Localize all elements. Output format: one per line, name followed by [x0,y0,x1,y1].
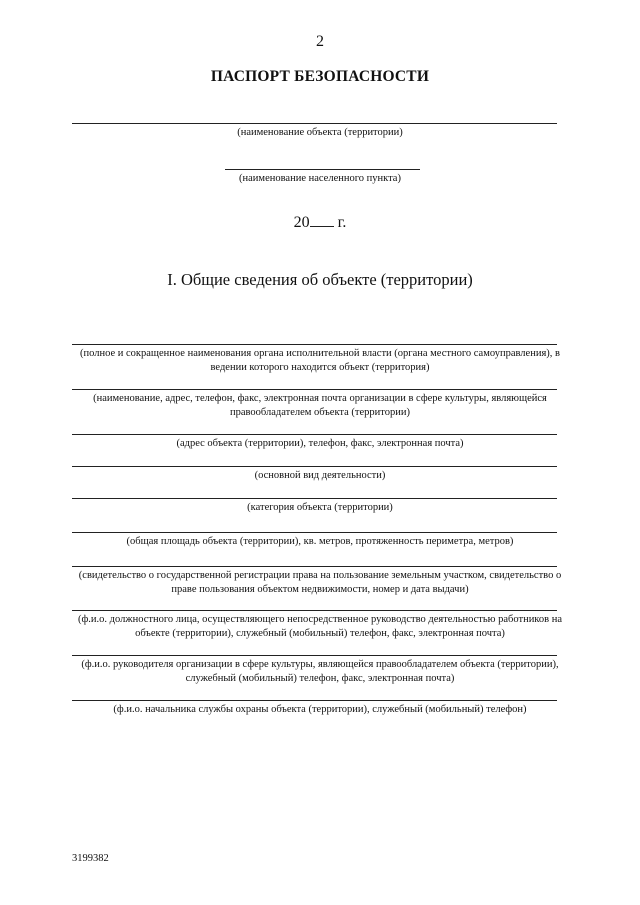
field-caption-object-address: (адрес объекта (территории), телефон, факс, электронная почта) [176,438,464,449]
field-line [72,655,557,656]
year-suffix: г. [337,214,347,231]
field-caption-category: (категория объекта (территории) [247,502,393,513]
field-line [72,344,557,345]
field-caption-registration: (свидетельство о государственной регистрации права на пользование земельным участком, свидетельство о праве пользования объектом недвижимости, номер и дата выдачи) [78,570,562,595]
field-line [72,566,557,567]
field-line [72,434,557,435]
field-line [72,466,557,467]
field-caption-activity: (основной вид деятельности) [254,470,386,481]
locality-name-line [225,169,420,170]
field-line [72,700,557,701]
locality-name-caption: (наименование населенного пункта) [239,173,401,184]
page-number: 2 [316,33,324,50]
field-line [72,498,557,499]
document-title: ПАСПОРТ БЕЗОПАСНОСТИ [210,68,430,85]
object-name-caption: (наименование объекта (территории) [237,127,403,138]
field-caption-authority: (полное и сокращенное наименования органа исполнительной власти (органа местного самоуправления), в ведении которого находится объект (территория) [80,348,560,373]
object-name-line [72,123,557,124]
year-blank [310,212,334,227]
section-heading: I. Общие сведения об объекте (территории) [167,270,473,289]
year-line [0,212,640,232]
year-prefix: 20 [293,214,310,231]
field-line [72,610,557,611]
document-code: 3199382 [72,853,109,864]
field-caption-organization-head: (ф.и.о. руководителя организации в сфере культуры, являющейся правообладателем объекта (территории), служебный (мобильный) телефон, факс, электронная почта) [81,659,559,684]
field-caption-official: (ф.и.о. должностного лица, осуществляющего непосредственное руководство деятельностью работников на объекте (территории), служебный (мобильный) телефон, факс, электронная почта) [78,614,562,639]
field-caption-area: (общая площадь объекта (территории), кв. метров, протяженность периметра, метров) [126,536,514,547]
field-caption-culture-organization: (наименование, адрес, телефон, факс, электронная почта организации в сфере культуры, являющейся правообладателем объекта (территории) [93,393,547,418]
field-caption-security-chief: (ф.и.о. начальника службы охраны объекта (территории), служебный (мобильный) телефон) [113,704,527,715]
field-line [72,532,557,533]
field-line [72,389,557,390]
